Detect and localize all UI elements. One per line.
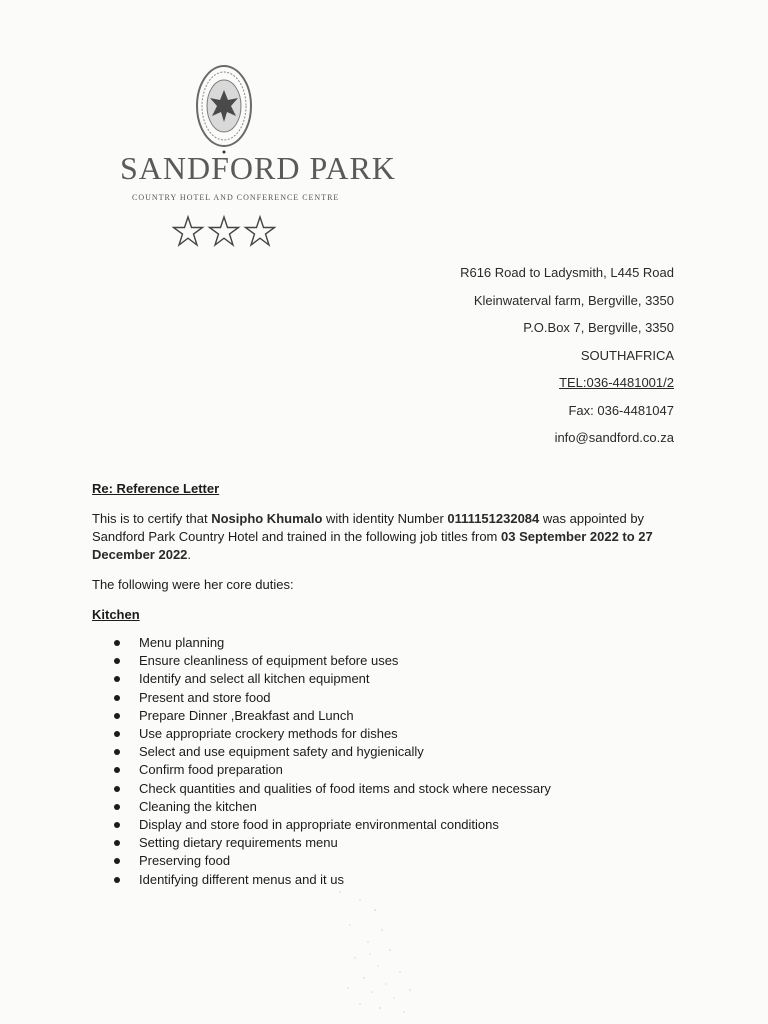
employee-name: Nosipho Khumalo [211,511,323,526]
duties-intro: The following were her core duties: [92,577,294,592]
fax: Fax: 036-4481047 [568,402,674,418]
certification-paragraph [92,510,692,564]
list-item: Ensure cleanliness of equipment before uses [114,652,692,670]
telephone: TEL:036-4481001/2 [559,375,674,390]
para-text: . [187,547,192,562]
para-text: with identity Number [322,511,448,526]
para-text: This is to certify that [92,511,212,526]
star-icon [246,217,275,245]
star-icon [174,217,203,245]
email: info@sandford.co.za [554,430,674,445]
letter-body [92,480,692,889]
list-item: Prepare Dinner ,Breakfast and Lunch [114,707,692,725]
list-item: Select and use equipment safety and hygienically [114,743,692,761]
address-line: Kleinwaterval farm, Bergville, 3350 [473,292,674,308]
id-number: 0111151232084 [447,511,540,526]
letter-subject: Re: Reference Letter [92,481,220,496]
star-rating [172,214,276,250]
list-item: Use appropriate crockery methods for dishes [114,725,692,743]
brand-name: SANDFORD PARK [120,150,396,186]
list-item: Setting dietary requirements menu [114,834,692,852]
list-item: Identifying different menus and it us [114,871,692,889]
list-item: Preserving food [114,852,692,870]
date-range: 03 September 2022 to 27 December 2022 [92,529,653,562]
brand-subtitle: COUNTRY HOTEL AND CONFERENCE CENTRE [132,193,340,202]
para-text: was appointed by Sandford Park Country Hotel and trained in the following job titles from [92,511,645,544]
list-item: Display and store food in appropriate environmental conditions [114,816,692,834]
list-item: Cleaning the kitchen [114,798,692,816]
scan-noise [320,880,450,1020]
duties-list [92,634,692,889]
list-item: Check quantities and qualities of food items and stock where necessary [114,780,692,798]
address-block [460,264,674,457]
address-line: P.O.Box 7, Bergville, 3350 [523,320,674,335]
list-item: Confirm food preparation [114,761,692,779]
list-item: Menu planning [114,634,692,652]
list-item: Identify and select all kitchen equipment [114,670,692,688]
seal-logo-icon [194,62,254,154]
star-icon [210,217,239,245]
address-country: SOUTHAFRICA [580,347,674,363]
list-item: Present and store food [114,689,692,707]
address-line: R616 Road to Ladysmith, L445 Road [460,265,674,280]
section-title-kitchen: Kitchen [92,607,140,622]
